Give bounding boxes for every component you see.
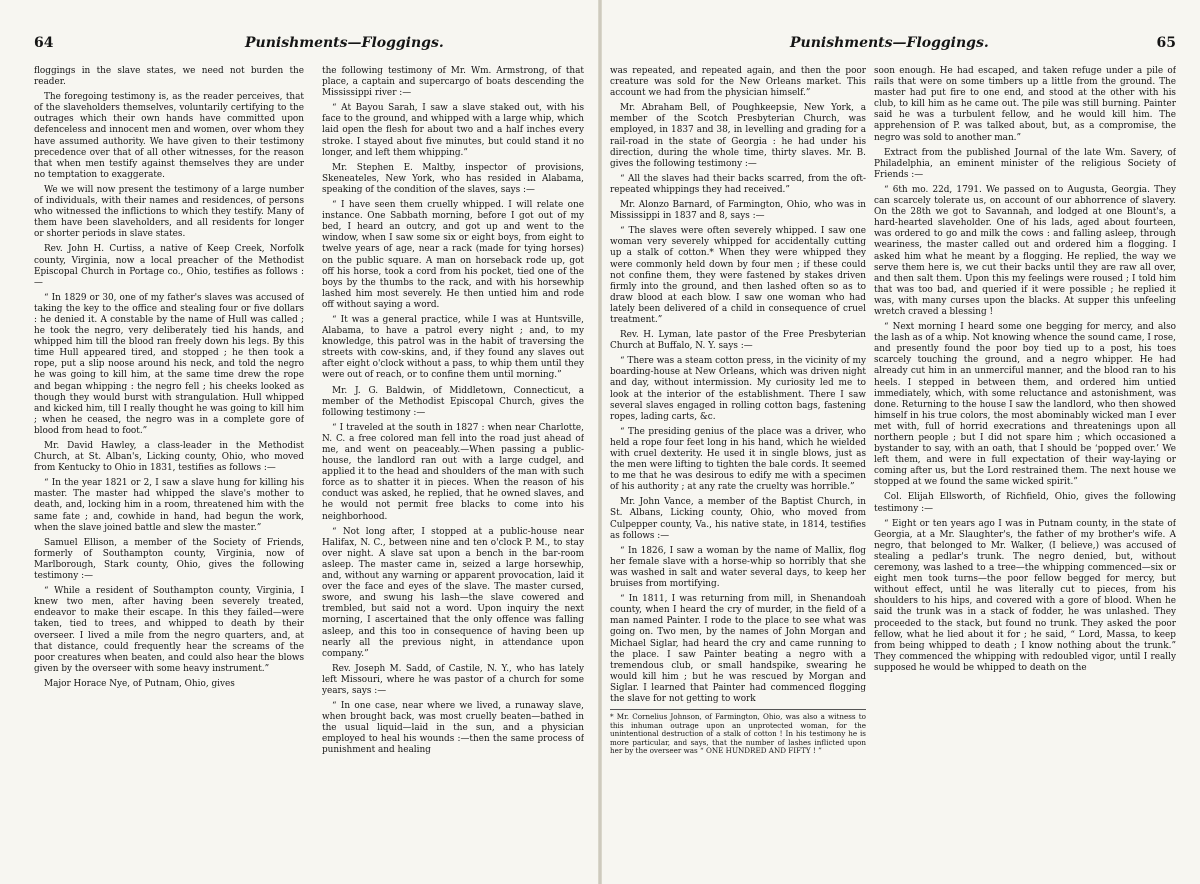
paragraph: “ I traveled at the south in 1827 : when near Charlotte, N. C. a free colored man fell into the road just ahead of me, and went on peaceably.—When passing a public-house, the landlord ran out with a large cudgel, and applied it to the head and shoulders of the man with such force as to shatter it in pieces. When the reason of his conduct was asked, he replied, that he owned slaves, and he would not permit free blacks to come into his neighborhood. — [322, 422, 584, 522]
paragraph: “ Next morning I heard some one begging for mercy, and also the lash as of a whip. Not knowing whence the sound came, I rose, and presently found the poor boy tied up to a post, his toes scarcely touching the ground, and a negro whipper. He had already cut him in an unmerciful manner, and the blood ran to his heels. I stepped in between them, and ordered him untied immediately, which, with some reluctance and astonishment, was done. Returning to the house I saw the landlord, who then showed himself in his true colors, the most abominably wicked man I ever met with, full of horrid execrations and threatenings upon all northern people ; but I did not spare him ; which occasioned a bystander to say, with an oath, that I should be ‘popped over.’ We left them, and were in full expectation of their way-laying or coming after us, but the Lord restrained them. The next house we stopped at we found the same wicked spirit.” — [874, 322, 1176, 488]
text-column-1 — [34, 66, 304, 876]
paragraph: “ 6th mo. 22d, 1791. We passed on to Augusta, Georgia. They can scarcely tolerate us, on account of our abhorrence of slavery. On the 28th we got to Savannah, and lodged at one Blount's, a hard-hearted slaveholder. One of his lads, aged about fourteen, was ordered to go and milk the cows : and falling asleep, through weariness, the master called out and ordered him a flogging. I asked him what he meant by a flogging. He replied, the way we serve them here is, we cut their backs until they are raw all over, and then salt them. Upon this my feelings were roused ; I told him that was too bad, and queried if it were possible ; he replied it was, with many curses upon the blacks. At supper this unfeeling wretch craved a blessing ! — [874, 184, 1176, 317]
page-number: 64 — [34, 35, 54, 51]
paragraph: “ Eight or ten years ago I was in Putnam county, in the state of Georgia, at a Mr. Slaughter's, the father of my brother's wife. A negro, that belonged to Mr. Walker, (I believe,) was accused of stealing a pedlar's trunk. The negro denied, but, without ceremony, was lashed to a tree—the whipping commenced—six or eight men took turns—the poor fellow begged for mercy, but without effect, until he was literally cut to pieces, from his shoulders to his hips, and covered with a gore of blood. When he said the trunk was in a stack of fodder, he was unlashed. They proceeded to the stack, but found no trunk. They asked the poor fellow, what he lied about it for ; he said, “ Lord, Massa, to keep from being whipped to death ; I know nothing about the trunk.” They commenced the whipping with redoubled vigor, until I really supposed he would be whipped to death on the — [874, 518, 1176, 673]
paragraph: “ It was a general practice, while I was at Huntsville, Alabama, to have a patrol every night ; and, to my knowledge, this patrol was in the habit of traversing the streets with cow-skins, and, if they found any slaves out after eight o'clock without a pass, to whip them until they were out of reach, or to confine them until morning.” — [322, 314, 584, 381]
book-gutter — [598, 0, 602, 884]
paragraph: Samuel Ellison, a member of the Society of Friends, formerly of Southampton county, Virginia, now of Marlborough, Stark county, Ohio, gives the following testimony :— — [34, 537, 304, 582]
footnote: * Mr. Cornelius Johnson, of Farmington, Ohio, was also a witness to this inhuman outrage upon an unprotected woman, for the unintentional destruction of a stalk of cotton ! In his testimony he is more particular, and says, that the number of lashes inflicted upon her by the overseer was “ ONE HUNDRED AND FIFTY ! ” — [610, 709, 866, 756]
paragraph: “ In 1826, I saw a woman by the name of Mallix, flog her female slave with a horse-whip so horribly that she was washed in salt and water several days, to keep her bruises from mortifying. — [610, 545, 866, 590]
paragraph: “ All the slaves had their backs scarred, from the oft-repeated whippings they had received.” — [610, 173, 866, 195]
paragraph: “ The slaves were often severely whipped. I saw one woman very severely whipped for accidentally cutting up a stalk of cotton.* When they were whipped they were commonly held down by four men ; if these could not confine them, they were fastened by stakes driven firmly into the ground, and then lashed often so as to draw blood at each blow. I saw one woman who had lately been delivered of a child in consequence of cruel treatment.” — [610, 226, 866, 325]
paragraph: “ The presiding genius of the place was a driver, who held a rope four feet long in his hand, which he wielded with cruel dexterity. He used it in single blows, just as the men were lifting to tighten the bale cords. It seemed to me that he was desirous to edify me with a specimen of his authority ; at any rate the cruelty was horrible.” — [610, 426, 866, 493]
paragraph: Rev. Joseph M. Sadd, of Castile, N. Y., who has lately left Missouri, where he was pastor of a church for some years, says :— — [322, 663, 584, 696]
paragraph: “ There was a steam cotton press, in the vicinity of my boarding-house at New Orleans, which was driven night and day, without intermission. My curiosity led me to look at the interior of the establishment. There I saw several slaves engaged in rolling cotton bags, fastening ropes, lading carts, &c. — [610, 356, 866, 422]
paragraph: Mr. Stephen E. Maltby, inspector of provisions, Skeneateles, New York, who has resided in Alabama, speaking of the condition of the slaves, says :— — [322, 162, 584, 195]
paragraph: Mr. David Hawley, a class-leader in the Methodist Church, at St. Alban's, Licking county, Ohio, who moved from Kentucky to Ohio in 1831, testifies as follows :— — [34, 441, 304, 474]
paragraph: Major Horace Nye, of Putnam, Ohio, gives — [44, 678, 235, 689]
paragraph: soon enough. He had escaped, and taken refuge under a pile of rails that were on some timbers up a little from the ground. The master had put fire to one end, and stood at the other with his club, to kill him as he came out. The pile was still burning. Painter said he was a turbulent fellow, and he would kill him. The apprehension of P. was talked about, but, as a compromise, the negro was sold to another man.” — [874, 66, 1176, 143]
paragraph: We we will now present the testimony of a large number of individuals, with their names and residences, of persons who witnessed the inflictions to which they testify. Many of them have been slaveholders, and all residents for longer or shorter periods in slave states. — [34, 184, 304, 240]
text-column-1 — [610, 66, 866, 876]
page-number: 65 — [1156, 35, 1176, 51]
paragraph: “ I have seen them cruelly whipped. I will relate one instance. One Sabbath morning, before I got out of my bed, I heard an outcry, and got up and went to the window, when I saw some six or eight boys, from eight to twelve years of age, near a rack (made for tying horses) on the public square. A man on horseback rode up, got off his horse, took a cord from his pocket, tied one of the boys by the thumbs to the rack, and with his horsewhip lashed him most severely. He then untied him and rode off without saying a word. — [322, 200, 584, 310]
paragraph: “ While a resident of Southampton county, Virginia, I knew two men, after having been severely treated, endeavor to make their escape. In this they failed—were taken, tied to trees, and whipped to death by their overseer. I lived a mile from the negro quarters, and, at that distance, could frequently hear the screams of the poor creatures when beaten, and could also hear the blows given by the overseer with some heavy instrument.” — [34, 586, 304, 674]
running-head: Punishments—Floggings. — [245, 35, 444, 51]
paragraph: “ In one case, near where we lived, a runaway slave, when brought back, was most cruelly beaten—bathed in the usual liquid—laid in the sun, and a physician employed to heal his wounds :—then the same process of punishment and healing — [322, 701, 584, 756]
paragraph: Mr. Abraham Bell, of Poughkeepsie, New York, a member of the Scotch Presbyterian Church, was employed, in 1837 and 38, in levelling and grading for a rail-road in the state of Georgia : he had under his direction, during the whole time, thirty slaves. Mr. B. gives the following testimony :— — [610, 103, 866, 169]
paragraph: “ In 1829 or 30, one of my father's slaves was accused of taking the key to the office and stealing four or five dollars : he denied it. A constable by the name of Hull was called ; he took the negro, very deliberately tied his hands, and whipped him till the blood ran freely down his legs. By this time Hull appeared tired, and stopped ; he then took a rope, put a slip noose around his neck, and told the negro he was going to kill him, at the same time drew the rope and began whipping : the negro fell ; his cheeks looked as though they would burst with strangulation. Hull whipped and kicked him, till I really thought he was going to kill him ; when he ceased, the negro was in a complete gore of blood from head to foot.” — [34, 292, 304, 436]
paragraph: Col. Elijah Ellsworth, of Richfield, Ohio, gives the following testimony :— — [874, 492, 1176, 514]
paragraph: “ In 1811, I was returning from mill, in Shenandoah county, when I heard the cry of murder, in the field of a man named Painter. I rode to the place to see what was going on. Two men, by the names of John Morgan and Michael Siglar, had heard the cry and came running to the place. I saw Painter beating a negro with a tremendous club, or small handspike, swearing he would kill him ; but he was rescued by Morgan and Siglar. I learned that Painter had commenced flogging the slave for not getting to work — [610, 594, 866, 704]
paragraph: Extract from the published Journal of the late Wm. Savery, of Philadelphia, an eminent minister of the religious Society of Friends :— — [874, 147, 1176, 180]
page-header — [604, 32, 1200, 54]
running-head: Punishments—Floggings. — [790, 35, 989, 51]
page-header — [0, 32, 596, 54]
paragraph: floggings in the slave states, we need not burden the reader. — [34, 66, 304, 88]
paragraph: Rev. John H. Curtiss, a native of Keep Creek, Norfolk county, Virginia, now a local preacher of the Methodist Episcopal Church in Portage co., Ohio, testifies as follows :— — [34, 244, 304, 288]
paragraph: The foregoing testimony is, as the reader perceives, that of the slaveholders themselves, voluntarily certifying to the outrages which their own hands have committed upon defenceless and innocent men and women, over whom they have assumed authority. We have given to their testimony precedence over that of all other witnesses, for the reason that when men testify against themselves they are under no temptation to exaggerate. — [34, 92, 304, 180]
text-column-2 — [874, 66, 1176, 876]
paragraph: Rev. H. Lyman, late pastor of the Free Presbyterian Church at Buffalo, N. Y. says :— — [610, 330, 866, 352]
right-page — [604, 0, 1200, 884]
paragraph: “ Not long after, I stopped at a public-house near Halifax, N. C., between nine and ten o'clock P. M., to stay over night. A slave sat upon a bench in the bar-room asleep. The master came in, seized a large horsewhip, and, without any warning or apparent provocation, laid it over the face and eyes of the slave. The master cursed, swore, and swung his lash—the slave cowered and trembled, but said not a word. Upon inquiry the next morning, I ascertained that the only offence was falling asleep, and this too in consequence of having been up nearly all the previous night, in attendance upon company.” — [322, 526, 584, 659]
text-column-2 — [322, 66, 584, 876]
paragraph: Mr. J. G. Baldwin, of Middletown, Connecticut, a member of the Methodist Episcopal Church, gives the following testimony :— — [322, 385, 584, 418]
paragraph: “ At Bayou Sarah, I saw a slave staked out, with his face to the ground, and whipped with a large whip, which laid open the flesh for about two and a half inches every stroke. I stayed about five minutes, but could stand it no longer, and left them whipping.” — [322, 103, 584, 158]
paragraph: Mr. Alonzo Barnard, of Farmington, Ohio, who was in Mississippi in 1837 and 8, says :— — [610, 200, 866, 222]
paragraph: “ In the year 1821 or 2, I saw a slave hung for killing his master. The master had whipped the slave's mother to death, and, locking him in a room, threatened him with the same fate ; and, cowhide in hand, had begun the work, when the slave joined battle and slew the master.” — [34, 478, 304, 533]
left-page — [0, 0, 596, 884]
paragraph: was repeated, and repeated again, and then the poor creature was sold for the New Orleans market. This account we had from the physician himself.” — [610, 66, 866, 99]
paragraph: the following testimony of Mr. Wm. Armstrong, of that place, a captain and supercargo of boats descending the Mississippi river :— — [322, 66, 584, 99]
paragraph: Mr. John Vance, a member of the Baptist Church, in St. Albans, Licking county, Ohio, who moved from Culpepper county, Va., his native state, in 1814, testifies as follows :— — [610, 497, 866, 541]
